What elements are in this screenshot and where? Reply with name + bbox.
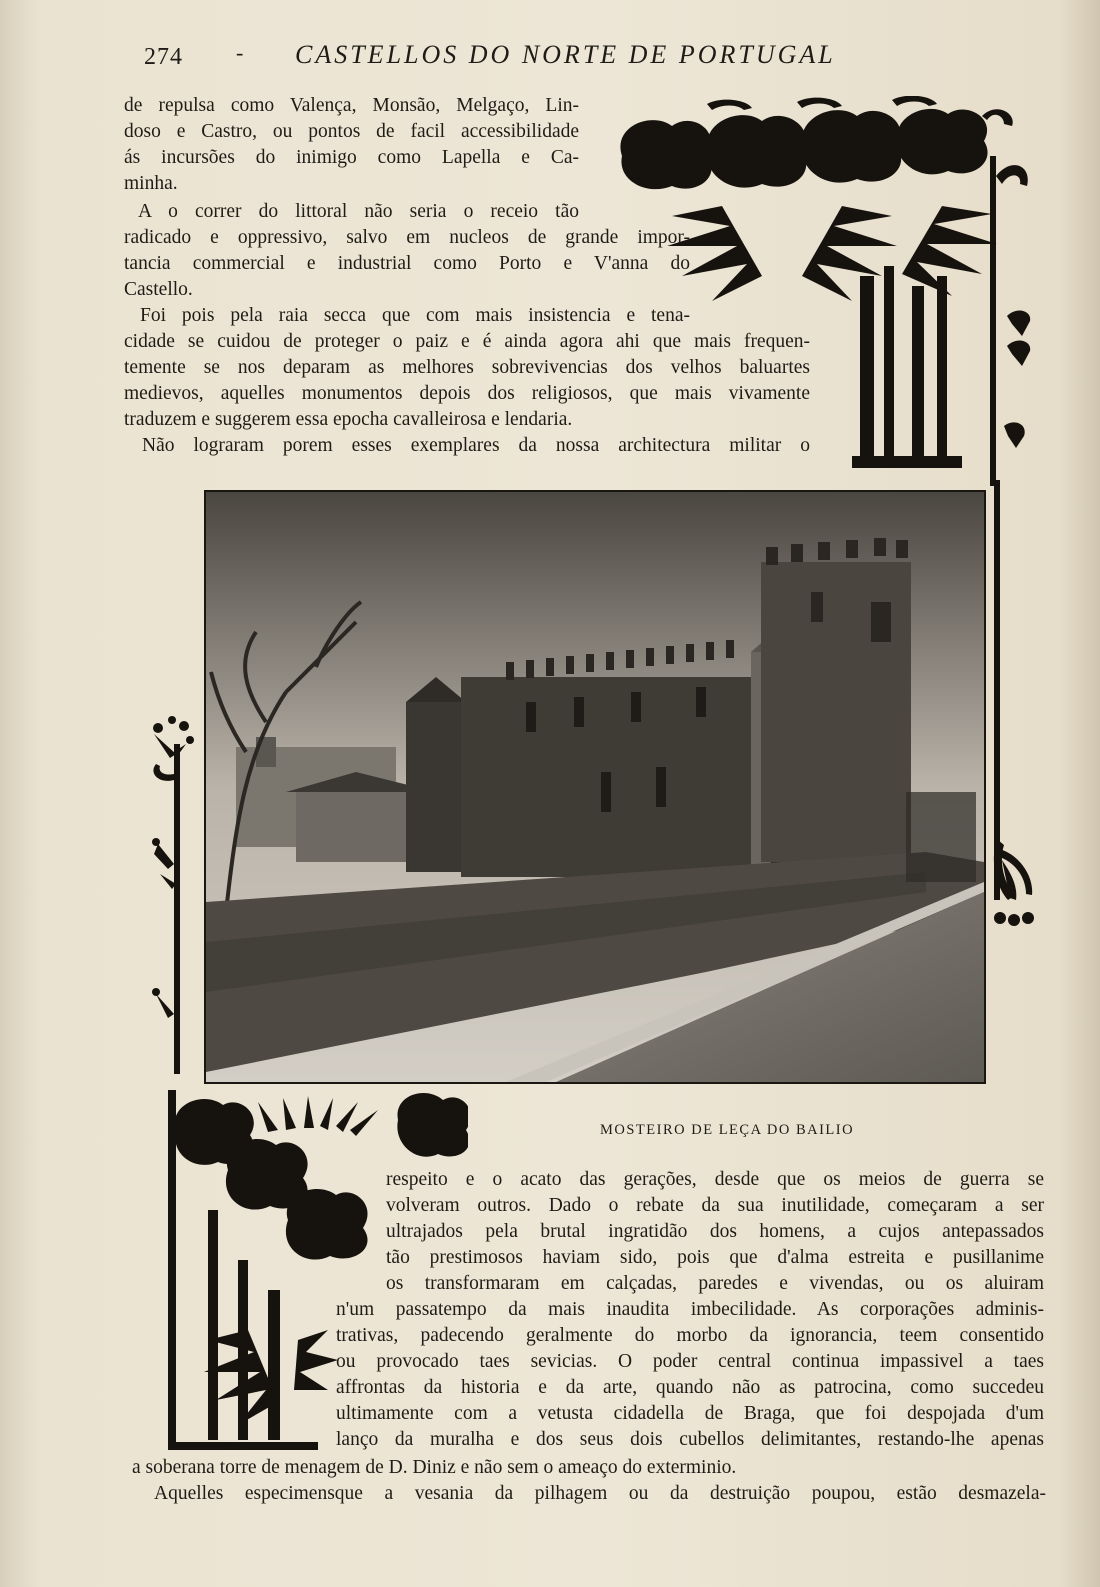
- text-line: ultimamente com a vetusta cidadella de Braga, que foi despojada d'um: [336, 1403, 1044, 1424]
- text-line: Foi pois pela raia secca que com mais insistencia e tena-: [140, 305, 690, 326]
- running-title: CASTELLOS DO NORTE DE PORTUGAL: [295, 40, 836, 69]
- text-line: doso e Castro, ou pontos de facil accessibilidade: [124, 121, 579, 142]
- text-line: ou provocado taes sevicias. O poder central continua impassivel a taes: [336, 1351, 1044, 1372]
- text-line: ás incursões do inimigo como Lapella e Ca-: [124, 147, 579, 168]
- text-line: trativas, padecendo geralmente do morbo da ignorancia, teem consentido: [336, 1325, 1044, 1346]
- text-line: os transformaram em calçadas, paredes e vivendas, ou os aluiram: [386, 1273, 1044, 1294]
- text-line: ultrajados pela brutal ingratidão dos homens, a cujos antepassados: [386, 1221, 1044, 1242]
- vine-ornament-icon: [988, 480, 1044, 930]
- text-line: respeito e o acato das gerações, desde que os meios de guerra se: [386, 1169, 1044, 1190]
- text-line: tão prestimosos haviam sido, pois que d'alma estreita e pusillanime: [386, 1247, 1044, 1268]
- text-line: cidade se cuidou de proteger o paiz e é ainda agora ahi que mais frequen-: [124, 331, 810, 352]
- text-line: Não lograram porem esses exemplares da nossa architectura militar o: [142, 435, 810, 456]
- text-line: temente se nos deparam as melhores sobrevivencias dos velhos baluartes: [124, 357, 810, 378]
- text-line: de repulsa como Valença, Monsão, Melgaço, Lin-: [124, 95, 579, 116]
- text-line: lanço da muralha e dos seus dois cubellos delimitantes, restando-lhe apenas: [336, 1429, 1044, 1450]
- text-line: tancia commercial e industrial como Porto e V'anna do: [124, 253, 690, 274]
- monastery-photograph: [204, 490, 986, 1084]
- figure-caption: MOSTEIRO DE LEÇA DO BAILIO: [600, 1122, 855, 1138]
- text-line: A o correr do littoral não seria o receio tão: [138, 201, 579, 222]
- text-line: traduzem e suggerem essa epocha cavalleirosa e lendaria.: [124, 409, 573, 430]
- church-photo-image: [206, 492, 984, 1082]
- text-line: affrontas da historia e da arte, quando não as patrocina, como succedeu: [336, 1377, 1044, 1398]
- vine-ornament-icon: [146, 714, 198, 1076]
- text-line: Aquelles especimensque a vesania da pilhagem ou da destruição poupou, estão desmazela-: [154, 1483, 1046, 1504]
- text-line: Castello.: [124, 279, 193, 300]
- header-dash: -: [236, 40, 244, 65]
- text-line: volveram outros. Dado o rebate da sua inutilidade, começaram a ser: [386, 1195, 1044, 1216]
- text-line: a soberana torre de menagem de D. Diniz e não sem o ameaço do exterminio.: [132, 1457, 737, 1478]
- page-number: 274: [144, 44, 183, 70]
- text-line: radicado e oppressivo, salvo em nucleos de grande impor-: [124, 227, 690, 248]
- floral-ornament-icon: [612, 96, 1042, 486]
- text-line: medievos, aquelles monumentos depois dos religiosos, que mais vivamente: [124, 383, 810, 404]
- text-line: minha.: [124, 173, 178, 194]
- text-line: n'um passatempo da mais inaudita imbecilidade. As corporações adminis-: [336, 1299, 1044, 1320]
